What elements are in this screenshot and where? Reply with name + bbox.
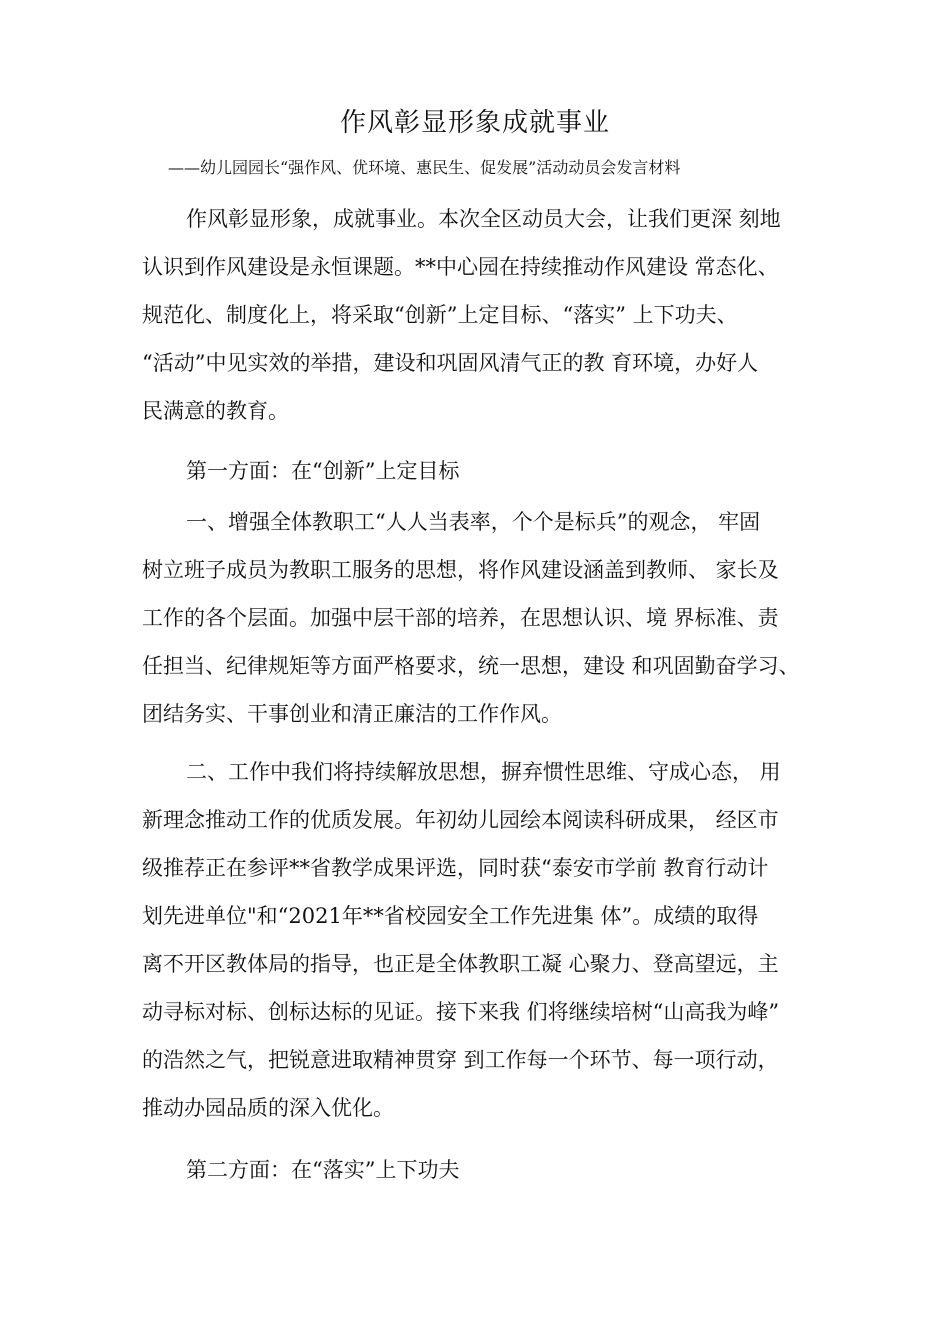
paragraph-line: 树立班子成员为教职工服务的思想，将作风建设涵盖到教师、 家长及 — [142, 558, 779, 582]
paragraph-line: 规范化、制度化上，将采取“创新”上定目标、“落实” 上下功夫、 — [142, 303, 738, 327]
paragraph-line: 新理念推动工作的优质发展。年初幼儿园绘本阅读科研成果， 经区市 — [142, 808, 779, 832]
section-heading-1-wrap — [142, 447, 842, 495]
paragraph-line: “活动”中见实效的举措，建设和巩固风清气正的教 育环境，办好人 — [142, 351, 759, 375]
document-subtitle: ——幼儿园园长“强作风、优环境、惠民生、促发展”活动动员会发言材料 — [168, 158, 681, 177]
paragraph-line: 的浩然之气，把锐意进取精神贯穿 到工作每一个环节、每一项行动， — [142, 1048, 779, 1072]
item-one-paragraph — [142, 498, 842, 738]
paragraph-line: 团结务实、干事创业和清正廉洁的工作作风。 — [142, 702, 562, 726]
section-heading: 第二方面：在“落实”上下功夫 — [186, 1158, 460, 1182]
paragraph-line: 动寻标对标、创标达标的见证。接下来我 们将继续培树“山高我为峰” — [142, 1000, 780, 1024]
paragraph-line: 一、增强全体教职工“人人当表率，个个是标兵”的观念， 牢固 — [186, 510, 761, 534]
paragraph-line: 离不开区教体局的指导，也正是全体教职工凝 心聚力、登高望远，主 — [142, 952, 779, 976]
paragraph-line: 工作的各个层面。加强中层干部的培养，在思想认识、境 界标准、责 — [142, 606, 779, 630]
section-heading-2-wrap — [142, 1146, 842, 1194]
paragraph-line: 民满意的教育。 — [142, 399, 289, 423]
document-title: 作风彰显形象成就事业 — [339, 108, 610, 138]
intro-paragraph — [142, 195, 842, 435]
paragraph-line: 级推荐正在参评**省教学成果评选，同时获“泰安市学前 教育行动计 — [142, 856, 769, 880]
paragraph-line: 作风彰显形象，成就事业。本次全区动员大会，让我们更深 刻地 — [186, 207, 781, 231]
paragraph-line: 认识到作风建设是永恒课题。**中心园在持续推动作风建设 常态化、 — [142, 255, 779, 279]
paragraph-line: 任担当、纪律规矩等方面严格要求，统一思想，建设 和巩固勤奋学习、 — [142, 654, 800, 678]
paragraph-line: 划先进单位"和“2021年**省校园安全工作先进集 体”。成绩的取得 — [142, 904, 759, 928]
item-two-paragraph — [142, 748, 842, 1132]
paragraph-line: 二、工作中我们将持续解放思想，摒弃惯性思维、守成心态， 用 — [186, 760, 781, 784]
paragraph-line: 推动办园品质的深入优化。 — [142, 1096, 394, 1120]
section-heading: 第一方面：在“创新”上定目标 — [186, 459, 460, 483]
